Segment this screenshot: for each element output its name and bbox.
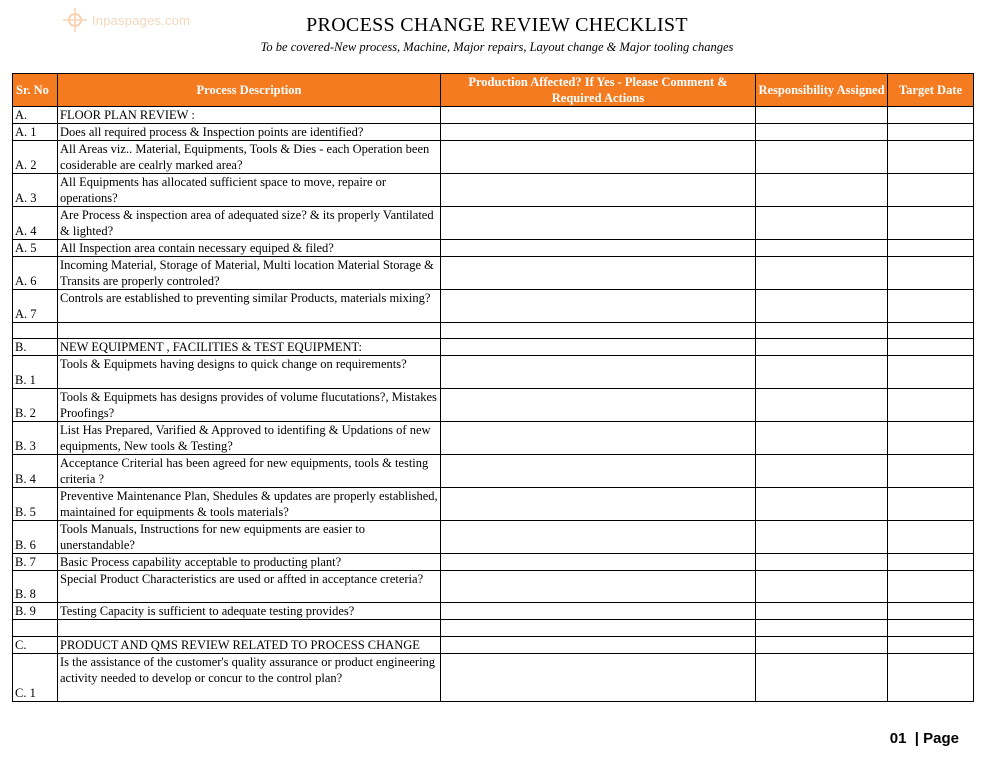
row-production-affected-cell[interactable] (441, 240, 756, 257)
row-sr-no: A. 2 (13, 141, 58, 174)
row-target-date-cell[interactable] (888, 636, 974, 653)
row-process-description: All Inspection area contain necessary equiped & filed? (58, 240, 441, 257)
row-responsibility-cell[interactable] (756, 388, 888, 421)
row-target-date-cell[interactable] (888, 421, 974, 454)
row-sr-no: B. 5 (13, 487, 58, 520)
row-responsibility-cell[interactable] (756, 207, 888, 240)
row-responsibility-cell[interactable] (756, 240, 888, 257)
row-target-date-cell[interactable] (888, 322, 974, 339)
table-row (13, 421, 974, 454)
row-sr-no: A. 6 (13, 257, 58, 290)
row-sr-no: B. 7 (13, 553, 58, 570)
row-target-date-cell[interactable] (888, 487, 974, 520)
row-target-date-cell[interactable] (888, 290, 974, 323)
table-row (13, 487, 974, 520)
row-responsibility-cell[interactable] (756, 636, 888, 653)
row-sr-no: B. 1 (13, 356, 58, 389)
row-production-affected-cell[interactable] (441, 356, 756, 389)
row-target-date-cell[interactable] (888, 124, 974, 141)
row-responsibility-cell[interactable] (756, 520, 888, 553)
row-production-affected-cell[interactable] (441, 454, 756, 487)
row-process-description: NEW EQUIPMENT , FACILITIES & TEST EQUIPMENT: (58, 339, 441, 356)
row-responsibility-cell[interactable] (756, 487, 888, 520)
row-production-affected-cell[interactable] (441, 520, 756, 553)
table-row (13, 322, 974, 339)
row-process-description: Is the assistance of the customer's quality assurance or product engineering activity needed to develop or concur to the control plan? (58, 653, 441, 702)
table-row (13, 207, 974, 240)
row-production-affected-cell[interactable] (441, 487, 756, 520)
table-row (13, 240, 974, 257)
row-target-date-cell[interactable] (888, 207, 974, 240)
page-footer (890, 730, 959, 747)
row-sr-no: B. 6 (13, 520, 58, 553)
row-sr-no: B. 9 (13, 603, 58, 620)
row-target-date-cell[interactable] (888, 257, 974, 290)
table-row (13, 290, 974, 323)
table-row (13, 620, 974, 637)
row-sr-no: B. (13, 339, 58, 356)
row-target-date-cell[interactable] (888, 240, 974, 257)
row-process-description: Does all required process & Inspection points are identified? (58, 124, 441, 141)
row-production-affected-cell[interactable] (441, 290, 756, 323)
row-target-date-cell[interactable] (888, 141, 974, 174)
row-sr-no: A. (13, 107, 58, 124)
row-process-description (58, 322, 441, 339)
row-production-affected-cell[interactable] (441, 603, 756, 620)
row-sr-no: A. 1 (13, 124, 58, 141)
page-subtitle: To be covered-New process, Machine, Major repairs, Layout change & Major tooling changes (260, 40, 734, 54)
row-sr-no: B. 2 (13, 388, 58, 421)
row-target-date-cell[interactable] (888, 339, 974, 356)
row-production-affected-cell[interactable] (441, 653, 756, 702)
row-target-date-cell[interactable] (888, 454, 974, 487)
table-row (13, 257, 974, 290)
row-sr-no: A. 7 (13, 290, 58, 323)
table-row (13, 107, 974, 124)
row-sr-no: C. 1 (13, 653, 58, 702)
logo-text: Inpaspages.com (92, 12, 191, 28)
row-responsibility-cell[interactable] (756, 620, 888, 637)
row-production-affected-cell[interactable] (441, 124, 756, 141)
row-process-description: Are Process & inspection area of adequated size? & its properly Vantilated & lighted? (58, 207, 441, 240)
table-row (13, 653, 974, 702)
row-responsibility-cell[interactable] (756, 339, 888, 356)
row-responsibility-cell[interactable] (756, 141, 888, 174)
row-process-description: Acceptance Criterial has been agreed for new equipments, tools & testing criteria ? (58, 454, 441, 487)
row-production-affected-cell[interactable] (441, 553, 756, 570)
row-process-description: Controls are established to preventing similar Products, materials mixing? (58, 290, 441, 323)
column-header-description: Process Description (58, 74, 441, 107)
table-row (13, 454, 974, 487)
row-responsibility-cell[interactable] (756, 290, 888, 323)
column-header-production-affected: Production Affected? If Yes - Please Comment & Required Actions (441, 74, 756, 107)
row-responsibility-cell[interactable] (756, 356, 888, 389)
table-row (13, 388, 974, 421)
table-row (13, 603, 974, 620)
row-production-affected-cell[interactable] (441, 620, 756, 637)
row-target-date-cell[interactable] (888, 520, 974, 553)
row-responsibility-cell[interactable] (756, 322, 888, 339)
row-production-affected-cell[interactable] (441, 339, 756, 356)
row-process-description: Tools & Equipmets has designs provides of volume flucutations?, Mistakes Proofings? (58, 388, 441, 421)
row-production-affected-cell[interactable] (441, 421, 756, 454)
row-process-description: Incoming Material, Storage of Material, Multi location Material Storage & Transits are properly controled? (58, 257, 441, 290)
table-row (13, 339, 974, 356)
row-target-date-cell[interactable] (888, 356, 974, 389)
row-target-date-cell[interactable] (888, 553, 974, 570)
row-production-affected-cell[interactable] (441, 570, 756, 603)
row-sr-no: A. 3 (13, 174, 58, 207)
column-header-sr-no: Sr. No (13, 74, 58, 107)
row-responsibility-cell[interactable] (756, 570, 888, 603)
row-target-date-cell[interactable] (888, 603, 974, 620)
row-sr-no: C. (13, 636, 58, 653)
row-process-description: All Areas viz.. Material, Equipments, Tools & Dies - each Operation been cosiderable are cealrly marked area? (58, 141, 441, 174)
row-production-affected-cell[interactable] (441, 141, 756, 174)
row-process-description: Preventive Maintenance Plan, Shedules & updates are properly established, maintained for equipments & tools materials? (58, 487, 441, 520)
row-target-date-cell[interactable] (888, 620, 974, 637)
row-sr-no: B. 3 (13, 421, 58, 454)
row-responsibility-cell[interactable] (756, 603, 888, 620)
row-responsibility-cell[interactable] (756, 107, 888, 124)
row-process-description (58, 620, 441, 637)
row-responsibility-cell[interactable] (756, 421, 888, 454)
row-process-description: Basic Process capability acceptable to producting plant? (58, 553, 441, 570)
checklist-rows (13, 107, 974, 702)
row-responsibility-cell[interactable] (756, 124, 888, 141)
row-sr-no: B. 8 (13, 570, 58, 603)
table-row (13, 356, 974, 389)
column-header-responsibility: Responsibility Assigned (756, 74, 888, 107)
row-responsibility-cell[interactable] (756, 454, 888, 487)
row-process-description: All Equipments has allocated sufficient space to move, repaire or operations? (58, 174, 441, 207)
row-production-affected-cell[interactable] (441, 322, 756, 339)
page-number: 01 (889, 730, 907, 747)
table-row (13, 520, 974, 553)
row-production-affected-cell[interactable] (441, 388, 756, 421)
row-process-description: Testing Capacity is sufficient to adequate testing provides? (58, 603, 441, 620)
row-process-description: PRODUCT AND QMS REVIEW RELATED TO PROCESS CHANGE (58, 636, 441, 653)
row-production-affected-cell[interactable] (441, 257, 756, 290)
row-target-date-cell[interactable] (888, 570, 974, 603)
row-target-date-cell[interactable] (888, 107, 974, 124)
row-production-affected-cell[interactable] (441, 636, 756, 653)
column-header-target-date: Target Date (888, 74, 974, 107)
table-row (13, 553, 974, 570)
page-title: PROCESS CHANGE REVIEW CHECKLIST (306, 14, 688, 36)
row-production-affected-cell[interactable] (441, 107, 756, 124)
table-row (13, 636, 974, 653)
row-responsibility-cell[interactable] (756, 653, 888, 702)
row-process-description: Tools Manuals, Instructions for new equipments are easier to unerstandable? (58, 520, 441, 553)
row-responsibility-cell[interactable] (756, 553, 888, 570)
table-row (13, 570, 974, 603)
row-sr-no: A. 5 (13, 240, 58, 257)
table-row (13, 141, 974, 174)
table-header-row (13, 74, 974, 107)
row-process-description: Special Product Characteristics are used or affted in acceptance creteria? (58, 570, 441, 603)
row-production-affected-cell[interactable] (441, 207, 756, 240)
row-sr-no: B. 4 (13, 454, 58, 487)
row-process-description: FLOOR PLAN REVIEW : (58, 107, 441, 124)
row-responsibility-cell[interactable] (756, 174, 888, 207)
row-target-date-cell[interactable] (888, 653, 974, 702)
row-target-date-cell[interactable] (888, 174, 974, 207)
table-row (13, 174, 974, 207)
table-row (13, 124, 974, 141)
page-label: | Page (914, 730, 959, 747)
row-target-date-cell[interactable] (888, 388, 974, 421)
row-sr-no (13, 322, 58, 339)
row-process-description: Tools & Equipmets having designs to quick change on requirements? (58, 356, 441, 389)
checklist-table (12, 73, 974, 702)
row-production-affected-cell[interactable] (441, 174, 756, 207)
row-sr-no (13, 620, 58, 637)
row-sr-no: A. 4 (13, 207, 58, 240)
row-responsibility-cell[interactable] (756, 257, 888, 290)
row-process-description: List Has Prepared, Varified & Approved to identifing & Updations of new equipments, New tools & Testing? (58, 421, 441, 454)
